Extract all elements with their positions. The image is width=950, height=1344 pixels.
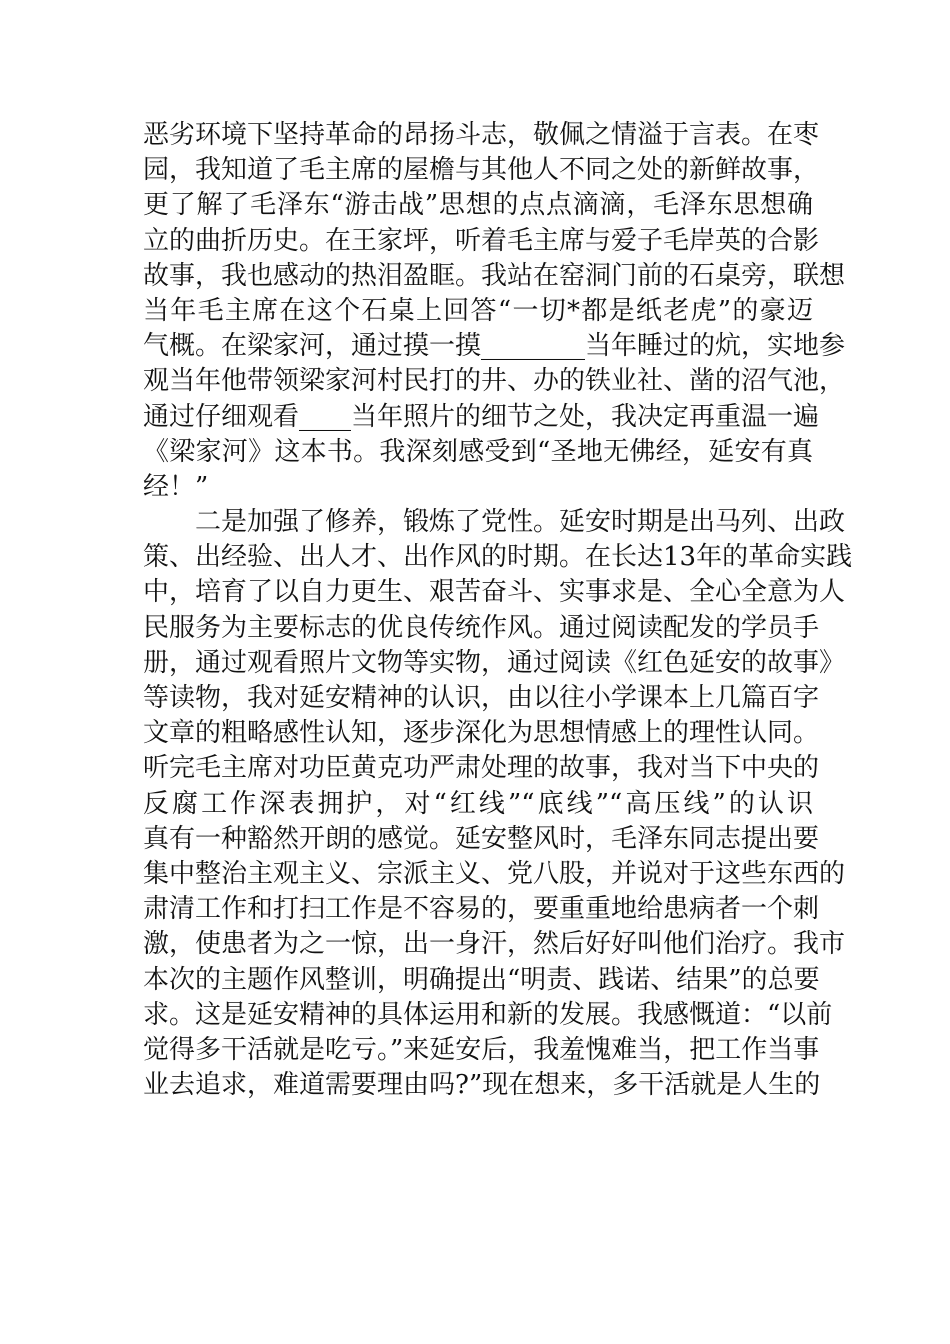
text-line: 恶劣环境下坚持革命的昂扬斗志，敬佩之情溢于言表。在枣 bbox=[143, 120, 820, 150]
text-line: 通过仔细观看____当年照片的细节之处，我决定再重温一遍 bbox=[143, 401, 820, 432]
text-line: 策、出经验、出人才、出作风的时期。在长达13年的革命实践 bbox=[143, 542, 853, 573]
text-line: 当年毛主席在这个石桌上回答“一切*都是纸老虎”的豪迈 bbox=[143, 295, 813, 326]
paragraph-start-line: 二是加强了修养，锻炼了党性。延安时期是出马列、出政 bbox=[195, 507, 846, 538]
text-line: 立的曲折历史。在王家坪，听着毛主席与爱子毛岸英的合影 bbox=[143, 225, 820, 256]
text-line: 气概。在梁家河，通过摸一摸________当年睡过的炕，实地参 bbox=[143, 331, 846, 362]
body-text bbox=[143, 118, 853, 1103]
text-line: 故事，我也感动的热泪盈眶。我站在窑洞门前的石桌旁，联想 bbox=[143, 260, 846, 291]
text-line: 肃清工作和打扫工作是不容易的，要重重地给患病者一个刺 bbox=[143, 894, 820, 925]
text-line: 真有一种豁然开朗的感觉。延安整风时，毛泽东同志提出要 bbox=[143, 823, 820, 854]
text-line: 激，使患者为之一惊，出一身汗，然后好好叫他们治疗。我市 bbox=[143, 929, 846, 960]
text-line: 集中整治主观主义、宗派主义、党八股，并说对于这些东西的 bbox=[143, 858, 846, 889]
text-line: 册，通过观看照片文物等实物，通过阅读《红色延安的故事》 bbox=[143, 647, 846, 678]
text-line: 更了解了毛泽东“游击战”思想的点点滴滴，毛泽东思想确 bbox=[143, 190, 813, 221]
text-line: 民服务为主要标志的优良传统作风。通过阅读配发的学员手 bbox=[143, 612, 820, 643]
text-line: 园，我知道了毛主席的屋檐与其他人不同之处的新鲜故事， bbox=[143, 155, 820, 186]
text-line: 反腐工作深表拥护，对“红线”“底线”“高压线”的认识 bbox=[143, 788, 813, 819]
text-line: 听完毛主席对功臣黄克功严肃处理的故事，我对当下中央的 bbox=[143, 753, 820, 784]
text-line: 《梁家河》这本书。我深刻感受到“圣地无佛经，延安有真 bbox=[143, 436, 813, 467]
text-line: 经！” bbox=[143, 471, 209, 502]
text-line: 观当年他带领梁家河村民打的井、办的铁业社、凿的沼气池， bbox=[143, 366, 846, 397]
text-line: 中，培育了以自力更生、艰苦奋斗、实事求是、全心全意为人 bbox=[143, 577, 846, 608]
text-line: 本次的主题作风整训，明确提出“明责、践诺、结果”的总要 bbox=[143, 964, 820, 995]
text-line: 求。这是延安精神的具体运用和新的发展。我感慨道：“以前 bbox=[143, 999, 833, 1030]
text-line: 等读物，我对延安精神的认识，由以往小学课本上几篇百字 bbox=[143, 683, 820, 713]
text-line: 文章的粗略感性认知，逐步深化为思想情感上的理性认同。 bbox=[143, 718, 820, 749]
text-line: 业去追求，难道需要理由吗?”现在想来，多干活就是人生的 bbox=[143, 1070, 821, 1101]
text-line: 觉得多干活就是吃亏。”来延安后，我羞愧难当，把工作当事 bbox=[143, 1034, 820, 1065]
